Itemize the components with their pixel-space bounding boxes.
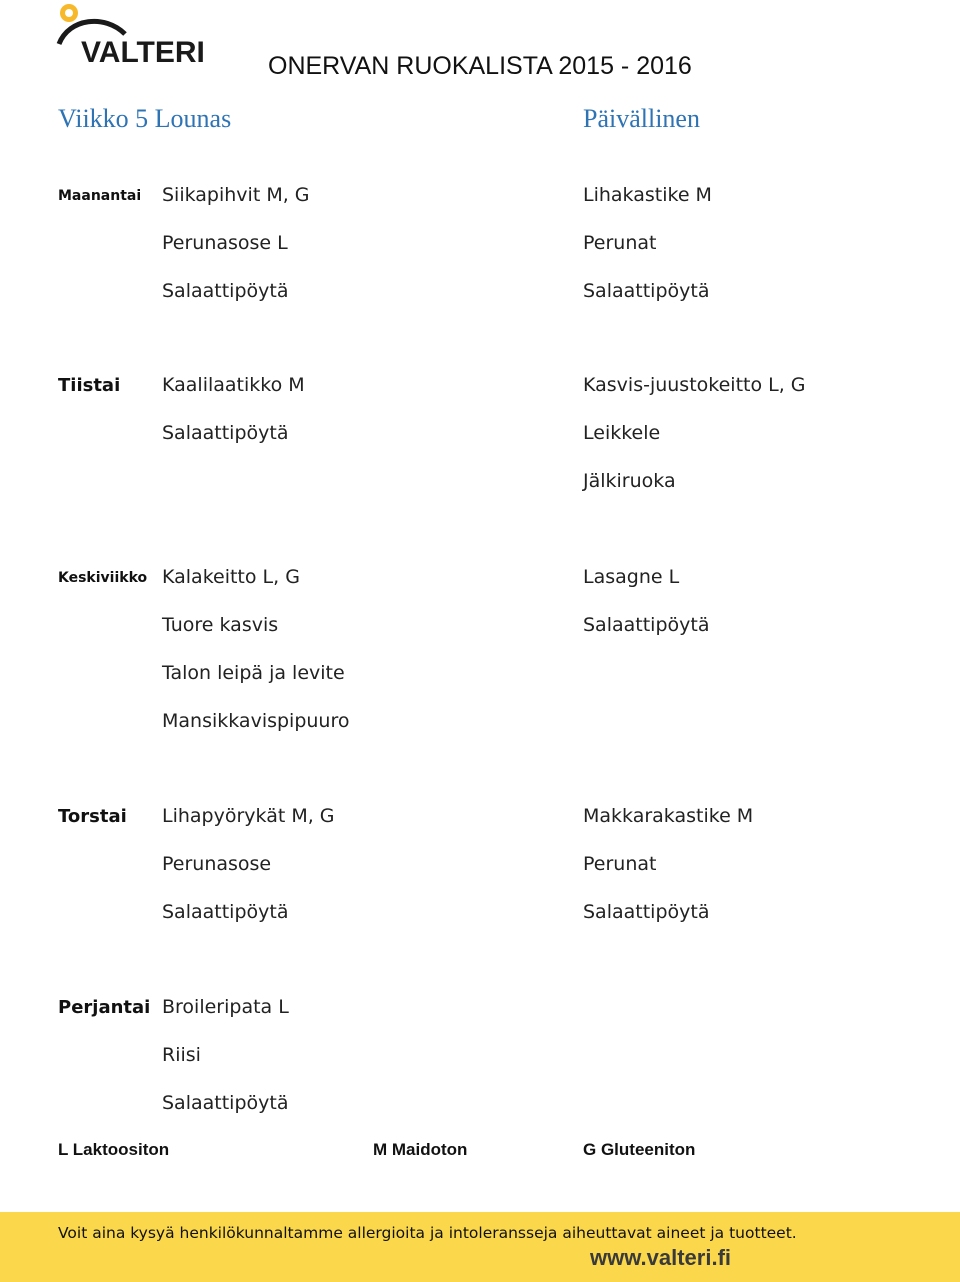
lunch-dish: Siikapihvit M, G [162, 184, 310, 206]
lunch-dish: Mansikkavispipuuro [162, 710, 350, 732]
lunch-dish: Salaattipöytä [162, 901, 289, 923]
dinner-dish: Perunat [583, 232, 657, 254]
footer-bar [0, 1212, 960, 1282]
day-label-torstai: Torstai [58, 806, 127, 827]
dinner-dish: Salaattipöytä [583, 901, 710, 923]
legend-lactose-free: L Laktoositon [58, 1140, 170, 1159]
dinner-dish: Kasvis-juustokeitto L, G [583, 374, 806, 396]
lunch-dish: Riisi [162, 1044, 201, 1066]
dinner-dish: Jälkiruoka [583, 470, 676, 492]
lunch-dish: Lihapyörykät M, G [162, 805, 335, 827]
dinner-dish: Salaattipöytä [583, 280, 710, 302]
lunch-dish: Broileripata L [162, 996, 289, 1018]
legend-milk-free: M Maidoton [373, 1140, 468, 1159]
website-link[interactable]: www.valteri.fi [590, 1245, 732, 1270]
day-label-keskiviikko: Keskiviikko [58, 570, 148, 586]
lunch-dish: Perunasose L [162, 232, 288, 254]
lunch-dish: Talon leipä ja levite [162, 662, 345, 684]
dinner-dish: Salaattipöytä [583, 614, 710, 636]
dinner-dish: Leikkele [583, 422, 661, 444]
lunch-dish: Kalakeitto L, G [162, 566, 300, 588]
dinner-dish: Perunat [583, 853, 657, 875]
allergy-note: Voit aina kysyä henkilökunnaltamme allergioita ja intoleransseja aiheuttavat aineet ja tuotteet. [58, 1224, 797, 1242]
page-title: ONERVAN RUOKALISTA 2015 - 2016 [268, 52, 692, 80]
dinner-dish: Makkarakastike M [583, 805, 754, 827]
lunch-dish: Perunasose [162, 853, 272, 875]
lunch-dish: Tuore kasvis [162, 614, 279, 636]
day-label-maanantai: Maanantai [58, 188, 142, 204]
logo-wordmark: VALTERI [81, 36, 205, 69]
dinner-dish: Lasagne L [583, 566, 680, 588]
day-label-tiistai: Tiistai [58, 375, 121, 396]
legend-gluten-free: G Gluteeniton [583, 1140, 696, 1159]
lunch-dish: Kaalilaatikko M [162, 374, 305, 396]
lunch-column-heading: Viikko 5 Lounas [58, 104, 232, 133]
dinner-dish: Lihakastike M [583, 184, 712, 206]
lunch-dish: Salaattipöytä [162, 1092, 289, 1114]
lunch-dish: Salaattipöytä [162, 422, 289, 444]
valteri-logo [55, 0, 205, 72]
day-label-perjantai: Perjantai [58, 997, 151, 1018]
lunch-dish: Salaattipöytä [162, 280, 289, 302]
dinner-column-heading: Päivällinen [583, 104, 700, 133]
